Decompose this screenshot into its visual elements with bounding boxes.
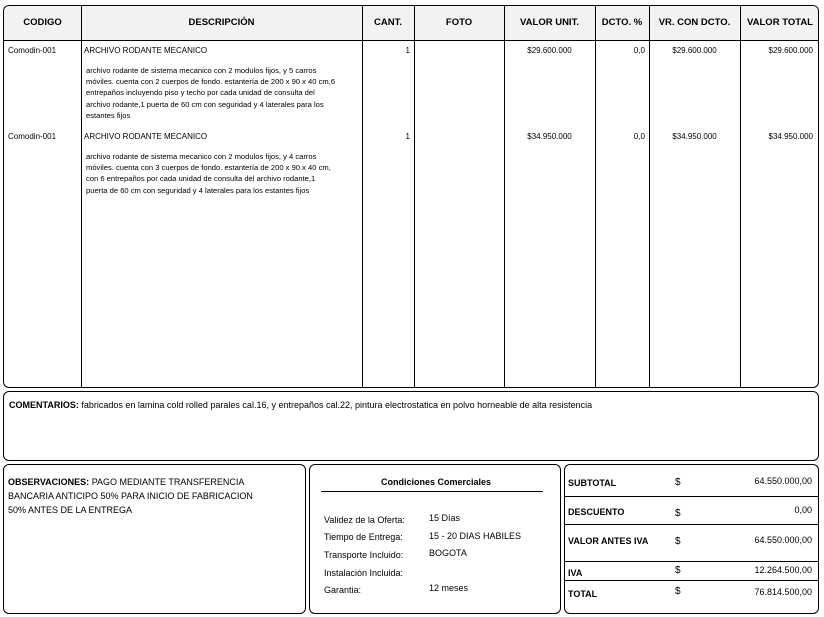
row-titulo: ARCHIVO RODANTE MECANICO	[84, 46, 208, 55]
row-cant: 1	[405, 132, 410, 141]
observations-line-1	[8, 477, 244, 487]
condition-label: Tiempo de Entrega:	[324, 532, 403, 542]
condition-value: BOGOTA	[429, 548, 467, 558]
conditions-divider	[321, 491, 543, 492]
totals-value-total: 76.814.500,00	[754, 587, 812, 597]
totals-divider	[565, 496, 818, 497]
currency-symbol: $	[675, 508, 681, 519]
header-dcto: DCTO. %	[601, 17, 643, 28]
col-cant	[362, 6, 415, 387]
header-foto: FOTO	[445, 17, 473, 28]
row-dcto: 0,0	[633, 132, 645, 141]
totals-divider	[565, 524, 818, 525]
totals-label-total: TOTAL	[568, 589, 598, 599]
totals-value-valor-antes-iva: 64.550.000,00	[754, 535, 812, 545]
row-dcto: 0,0	[633, 46, 645, 55]
comments-body: fabricados en lamina cold rolled parales cal.16, y entrepaños cal.22, pintura electrostatica en polvo horneable de alta resistencia	[78, 400, 593, 410]
totals-value-iva: 12.264.500,00	[754, 565, 812, 575]
condition-value: 15 Días	[429, 513, 461, 523]
col-descripcion	[81, 6, 363, 387]
condition-value: 15 - 20 DIAS HABILES	[429, 531, 522, 541]
col-foto	[414, 6, 505, 387]
currency-symbol: $	[675, 477, 681, 488]
row-vr-con-dcto: $29.600.000	[672, 46, 717, 55]
totals-value-descuento: 0,00	[794, 505, 812, 515]
condition-label: Garantia:	[324, 585, 362, 595]
currency-symbol: $	[675, 565, 681, 576]
header-cant: CANT.	[374, 17, 402, 28]
row-codigo: Comodin-001	[8, 46, 57, 55]
totals-divider	[565, 561, 818, 562]
row-detalle: archivo rodante de sistema mecanico con 2 modulos fijos, y 5 carros móviles. cuenta con 2 cuerpos de fondo. estantería de 200 x 90 x 40 cm,6 entrepaños incluyendo piso y techo por cada unidad de consulta del archivo rodante,1 puerta de 60 cm con seguridad y 4 laterales para los estantes fijos	[86, 66, 336, 120]
col-vr-con-dcto	[649, 6, 741, 387]
observations-text-3: 50% ANTES DE LA ENTREGA	[8, 505, 133, 515]
header-vr-con-dcto: VR. CON DCTO.	[658, 17, 731, 28]
header-descripcion: DESCRIPCIÓN	[188, 17, 255, 28]
condition-label: Transporte Incluido:	[324, 550, 404, 560]
totals-label-subtotal: SUBTOTAL	[568, 478, 617, 488]
observations-text-1: PAGO MEDIANTE TRANSFERENCIA	[89, 477, 245, 487]
header-valor-total: VALOR TOTAL	[747, 17, 813, 28]
row-valor-unit: $29.600.000	[527, 46, 572, 55]
condition-label: Instalación Incluida:	[324, 568, 404, 578]
row-detalle: archivo rodante de sistema mecanico con 2 modulos fijos, y 4 carros móviles. cuenta con 3 cuerpos de fondo. estantería de 200 x 90 x 40 cm, con 6 entrepaños por cada unidad de consulta del archivo rodante,1 puerta de 60 cm con seguridad y 4 laterales para los estantes fijos	[86, 152, 331, 195]
totals-label-iva: IVA	[568, 568, 583, 578]
currency-symbol: $	[675, 586, 681, 597]
observations-text-2: BANCARIA ANTICIPO 50% PARA INICIO DE FABRICACION	[8, 491, 253, 501]
col-codigo	[4, 6, 82, 387]
row-valor-unit: $34.950.000	[527, 132, 572, 141]
items-table	[3, 5, 819, 388]
comments-box	[3, 391, 819, 461]
observations-box	[3, 464, 306, 614]
totals-label-descuento: DESCUENTO	[568, 507, 625, 517]
totals-label-valor-antes-iva: VALOR ANTES IVA	[568, 536, 649, 546]
col-dcto	[595, 6, 650, 387]
totals-box	[564, 464, 819, 614]
totals-divider	[565, 580, 818, 581]
row-valor-total: $29.600.000	[768, 46, 813, 55]
comments-text	[9, 400, 592, 410]
observations-label: OBSERVACIONES:	[8, 477, 90, 487]
condition-label: Validez de la Oferta:	[324, 515, 405, 525]
comments-label: COMENTARIOS:	[9, 400, 79, 410]
row-codigo: Comodin-001	[8, 132, 57, 141]
row-titulo: ARCHIVO RODANTE MECANICO	[84, 132, 208, 141]
row-cant: 1	[405, 46, 410, 55]
header-valor-unit: VALOR UNIT.	[520, 17, 579, 28]
row-valor-total: $34.950.000	[768, 132, 813, 141]
currency-symbol: $	[675, 536, 681, 547]
header-codigo: CODIGO	[23, 17, 62, 28]
commercial-conditions-box	[309, 464, 561, 614]
row-vr-con-dcto: $34.950.000	[672, 132, 717, 141]
condition-value: 12 meses	[429, 583, 469, 593]
col-valor-unit	[504, 6, 596, 387]
conditions-title: Condiciones Comerciales	[380, 477, 492, 487]
totals-value-subtotal: 64.550.000,00	[754, 476, 812, 486]
